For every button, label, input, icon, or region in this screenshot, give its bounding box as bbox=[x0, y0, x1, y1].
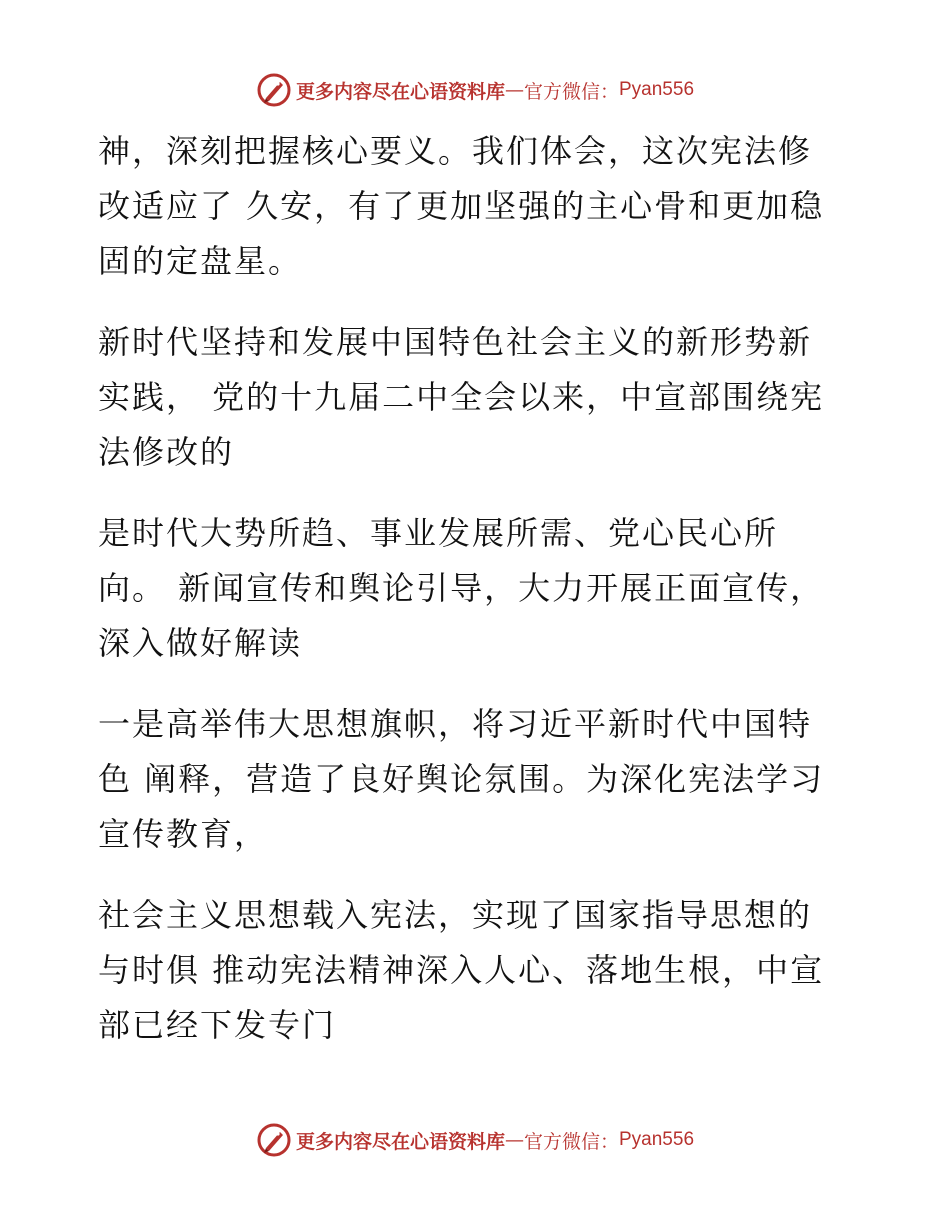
text-line: 宣传教育， bbox=[98, 815, 269, 853]
text-line: 实践， 党的十九届二中全会以来，中宣部围绕宪 bbox=[98, 378, 825, 416]
text-line: 改适应了 久安，有了更加坚强的主心骨和更加稳 bbox=[98, 187, 825, 225]
footer-banner-text: 更多内容尽在心语资料库 bbox=[295, 1130, 505, 1153]
footer-banner-separator: — bbox=[504, 1129, 524, 1151]
header-banner-separator: — bbox=[504, 79, 524, 101]
header-wechat-id: Pyan556 bbox=[619, 79, 695, 100]
text-line: 社会主义思想载入宪法，实现了国家指导思想的 bbox=[98, 896, 813, 934]
text-line: 部已经下发专门 bbox=[98, 1006, 337, 1044]
paragraph-5 bbox=[98, 888, 838, 1053]
text-line: 神，深刻把握核心要义。我们体会，这次宪法修 bbox=[98, 132, 813, 170]
text-line: 固的定盘星。 bbox=[98, 242, 303, 280]
paragraph-2 bbox=[98, 315, 838, 480]
text-line: 是时代大势所趋、事业发展所需、党心民心所 bbox=[98, 514, 779, 552]
text-line: 新时代坚持和发展中国特色社会主义的新形势新 bbox=[98, 323, 813, 361]
text-line: 深入做好解读 bbox=[98, 624, 303, 662]
header-banner-text: 更多内容尽在心语资料库 bbox=[295, 80, 505, 103]
footer-wechat-label: 官方微信： bbox=[523, 1130, 619, 1153]
paragraph-4 bbox=[98, 697, 838, 862]
text-line: 色 阐释，营造了良好舆论氛围。为深化宪法学习 bbox=[98, 760, 825, 798]
pen-nib-logo-icon bbox=[256, 72, 292, 108]
paragraph-3 bbox=[98, 506, 838, 671]
pen-nib-logo-icon bbox=[256, 1122, 292, 1158]
footer-wechat-id: Pyan556 bbox=[619, 1129, 695, 1150]
header-wechat-label: 官方微信： bbox=[523, 80, 619, 103]
document-body bbox=[98, 124, 838, 1079]
text-line: 向。 新闻宣传和舆论引导，大力开展正面宣传， bbox=[98, 569, 825, 607]
footer-banner bbox=[0, 1118, 950, 1162]
header-banner bbox=[0, 68, 950, 112]
text-line: 法修改的 bbox=[98, 433, 235, 471]
paragraph-1 bbox=[98, 124, 838, 289]
text-line: 与时俱 推动宪法精神深入人心、落地生根，中宣 bbox=[98, 951, 825, 989]
text-line: 一是高举伟大思想旗帜，将习近平新时代中国特 bbox=[98, 705, 813, 743]
